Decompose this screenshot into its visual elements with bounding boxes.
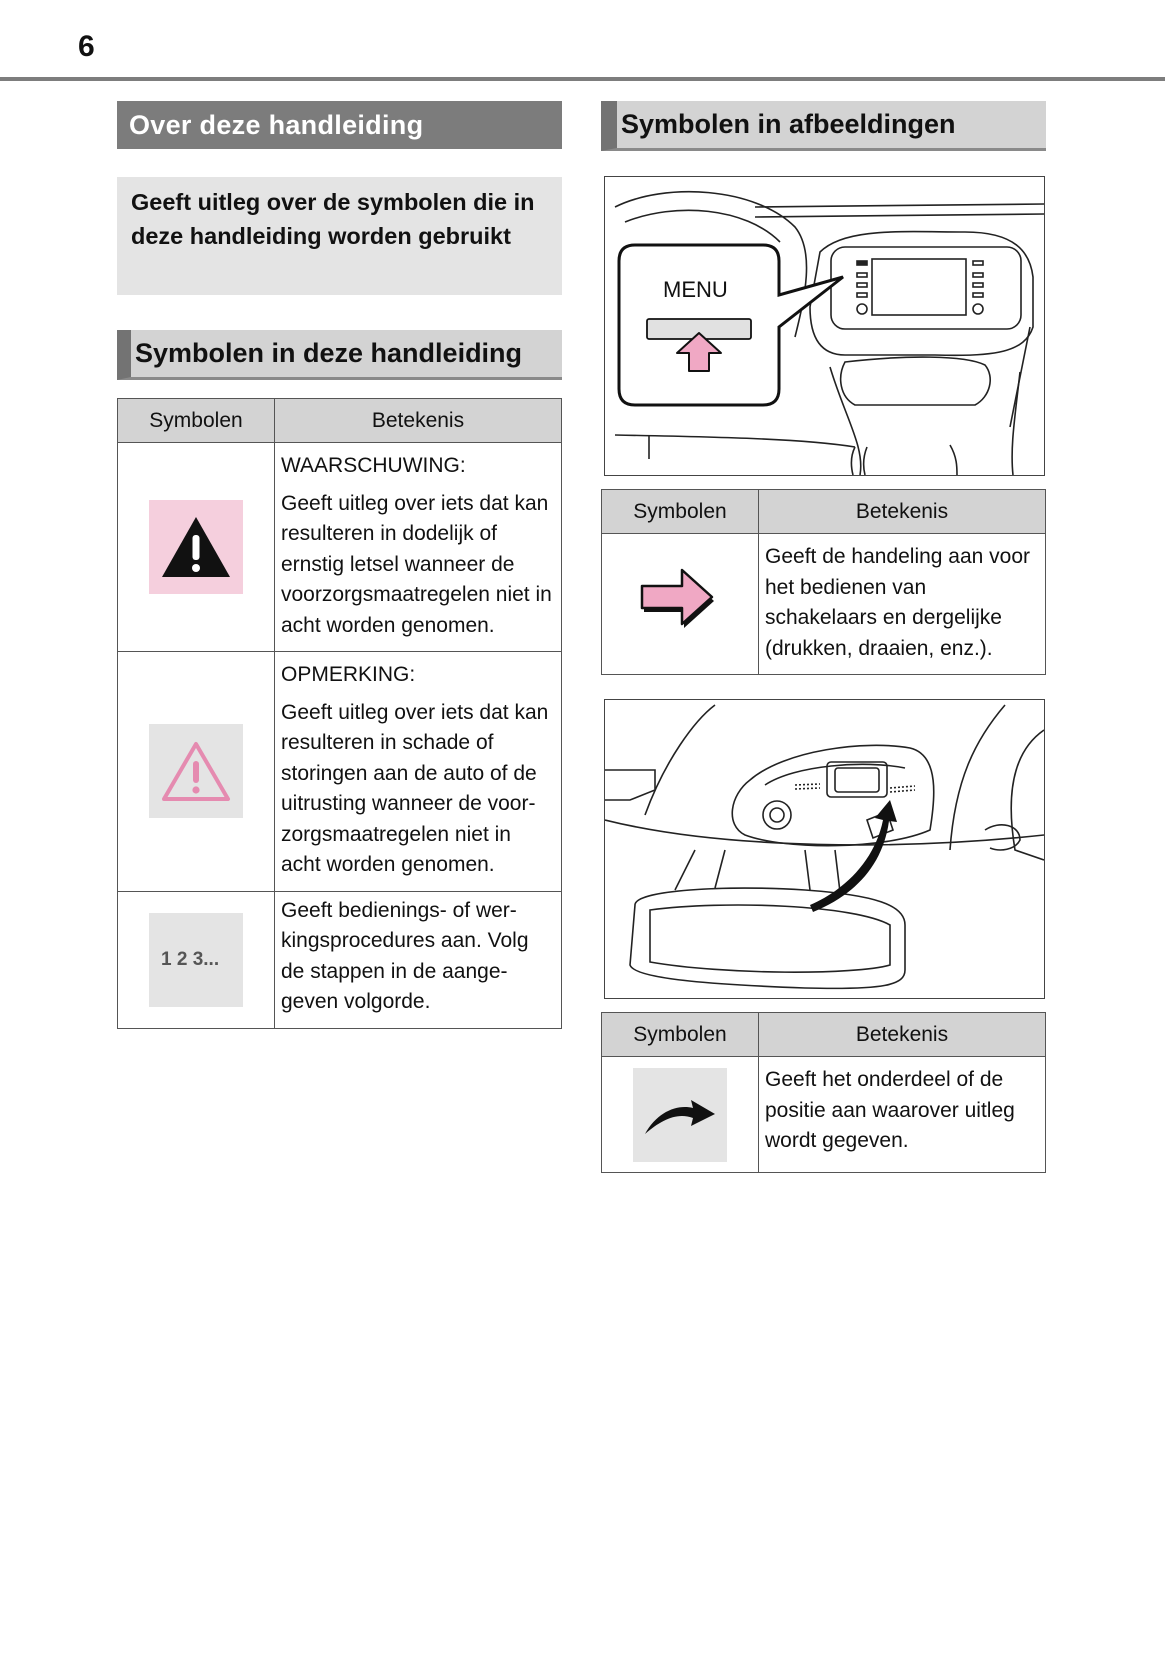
table-row bbox=[602, 534, 1046, 675]
symbol-cell bbox=[118, 891, 275, 1028]
top-rule bbox=[0, 77, 1165, 81]
steps-icon-text: 1 2 3... bbox=[161, 948, 220, 970]
symbols-table-arrow bbox=[601, 489, 1046, 675]
intro-box: Geeft uitleg over de symbolen die in deze handleiding worden gebruikt bbox=[117, 177, 562, 295]
right-column bbox=[601, 101, 1046, 1173]
symbol-cell bbox=[602, 1057, 759, 1173]
page-number: 6 bbox=[78, 30, 95, 63]
section-title-afbeeldingen: Symbolen in afbeeldingen bbox=[601, 101, 1046, 151]
row-text: Geeft uitleg over iets dat kan resulteren in dodelijk of ernstig letsel wanneer de voorzorgsmaatregelen niet in acht worden genomen. bbox=[281, 491, 552, 637]
menu-label: MENU bbox=[663, 277, 728, 302]
row-text: Geeft uitleg over iets dat kan resulteren in schade of storingen aan de auto of de uitrusting wanneer de voor-zorgsmaatregelen niet in acht worden genomen. bbox=[281, 700, 549, 876]
section-title-over: Over deze handleiding bbox=[117, 101, 562, 149]
table-row bbox=[602, 1057, 1046, 1173]
left-column bbox=[117, 101, 562, 1029]
meaning-cell bbox=[275, 891, 562, 1028]
table-row bbox=[118, 652, 562, 892]
symbols-table-pointer bbox=[601, 1012, 1046, 1173]
dashboard-illustration bbox=[604, 176, 1045, 476]
meaning-cell bbox=[275, 443, 562, 652]
column-header-symbols: Symbolen bbox=[118, 399, 275, 443]
curved-arrow-icon bbox=[633, 1068, 727, 1162]
row-label: OPMERKING: bbox=[281, 663, 416, 686]
column-header-meaning: Betekenis bbox=[759, 1013, 1046, 1057]
symbol-cell bbox=[118, 443, 275, 652]
row-text: Geeft bedienings- of wer-kingsprocedures aan. Volg de stappen in de aange-geven volgorde. bbox=[281, 898, 529, 1013]
steps-icon bbox=[149, 913, 243, 1007]
warning-icon bbox=[149, 500, 243, 594]
meaning-cell: Geeft de handeling aan voor het bedienen van schakelaars en dergelijke (drukken, draaien, enz.). bbox=[759, 534, 1046, 675]
column-header-symbols: Symbolen bbox=[602, 1013, 759, 1057]
subsection-title-symbolen: Symbolen in deze handleiding bbox=[117, 330, 562, 380]
table-row bbox=[118, 443, 562, 652]
overhead-console-illustration bbox=[604, 699, 1045, 999]
symbol-cell bbox=[602, 534, 759, 675]
column-header-meaning: Betekenis bbox=[759, 490, 1046, 534]
symbol-cell bbox=[118, 652, 275, 892]
caution-icon bbox=[149, 724, 243, 818]
symbols-table bbox=[117, 398, 562, 1029]
column-header-symbols: Symbolen bbox=[602, 490, 759, 534]
row-label: WAARSCHUWING: bbox=[281, 454, 466, 477]
column-header-meaning: Betekenis bbox=[275, 399, 562, 443]
pink-arrow-icon bbox=[640, 568, 720, 634]
meaning-cell: Geeft het onderdeel of de positie aan waarover uitleg wordt gegeven. bbox=[759, 1057, 1046, 1173]
meaning-cell bbox=[275, 652, 562, 892]
table-row bbox=[118, 891, 562, 1028]
